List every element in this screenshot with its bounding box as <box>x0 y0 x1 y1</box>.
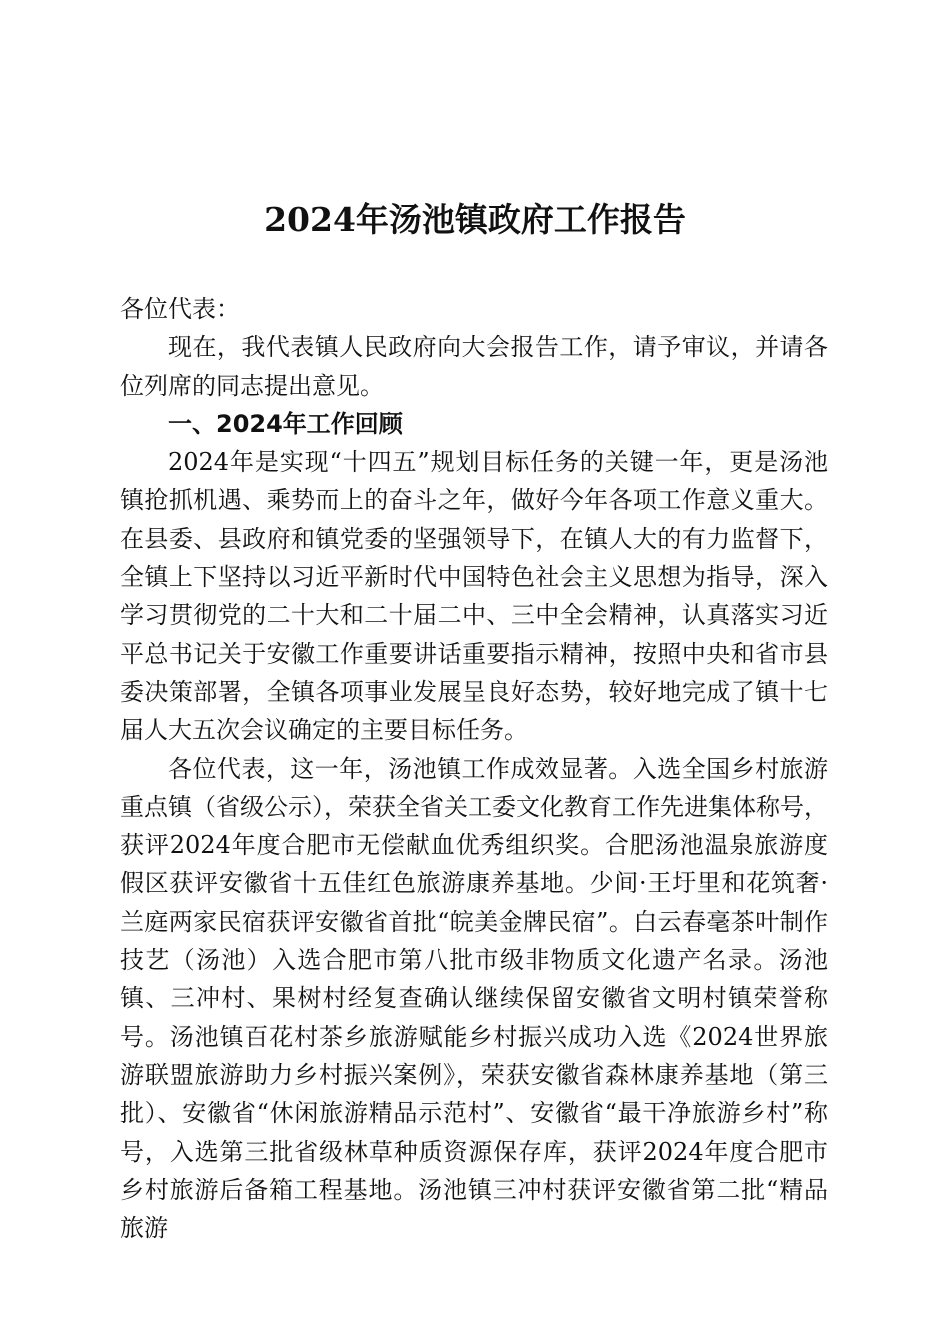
paragraph-overview: 2024年是实现“十四五”规划目标任务的关键一年，更是汤池镇抢抓机遇、乘势而上的奋斗之年，做好今年各项工作意义重大。在县委、县政府和镇党委的坚强领导下，在镇人大的有力监督下，全镇上下坚持以习近平新时代中国特色社会主义思想为指导，深入学习贯彻党的二十大和二十届二中、三中全会精神，认真落实习近平总书记关于安徽工作重要讲话重要指示精神，按照中央和省市县委决策部署，全镇各项事业发展呈良好态势，较好地完成了镇十七届人大五次会议确定的主要目标任务。 <box>120 448 828 745</box>
salutation: 各位代表： <box>120 295 240 323</box>
paragraph-achievements: 各位代表，这一年，汤池镇工作成效显著。入选全国乡村旅游重点镇（省级公示），荣获全省关工委文化教育工作先进集体称号，获评2024年度合肥市无偿献血优秀组织奖。合肥汤池温泉旅游度假区获评安徽省十五佳红色旅游康养基地。少间·王圩里和花筑奢·兰庭两家民宿获评安徽省首批“皖美金牌民宿”。白云春毫茶叶制作技艺（汤池）入选合肥市第八批市级非物质文化遗产名录。汤池镇、三冲村、果树村经复查确认继续保留安徽省文明村镇荣誉称号。汤池镇百花村茶乡旅游赋能乡村振兴成功入选《2024世界旅游联盟旅游助力乡村振兴案例》，荣获安徽省森林康养基地（第三批）、安徽省“休闲旅游精品示范村”、安徽省“最干净旅游乡村”称号，入选第三批省级林草种质资源保存库，获评2024年度合肥市乡村旅游后备箱工程基地。汤池镇三冲村获评安徽省第二批“精品旅游 <box>120 754 828 1243</box>
document-title: 2024年汤池镇政府工作报告 <box>264 200 686 239</box>
document-body <box>120 290 828 1247</box>
section-heading: 一、2024年工作回顾 <box>168 409 403 438</box>
intro-paragraph: 现在，我代表镇人民政府向大会报告工作，请予审议，并请各位列席的同志提出意见。 <box>120 333 828 400</box>
